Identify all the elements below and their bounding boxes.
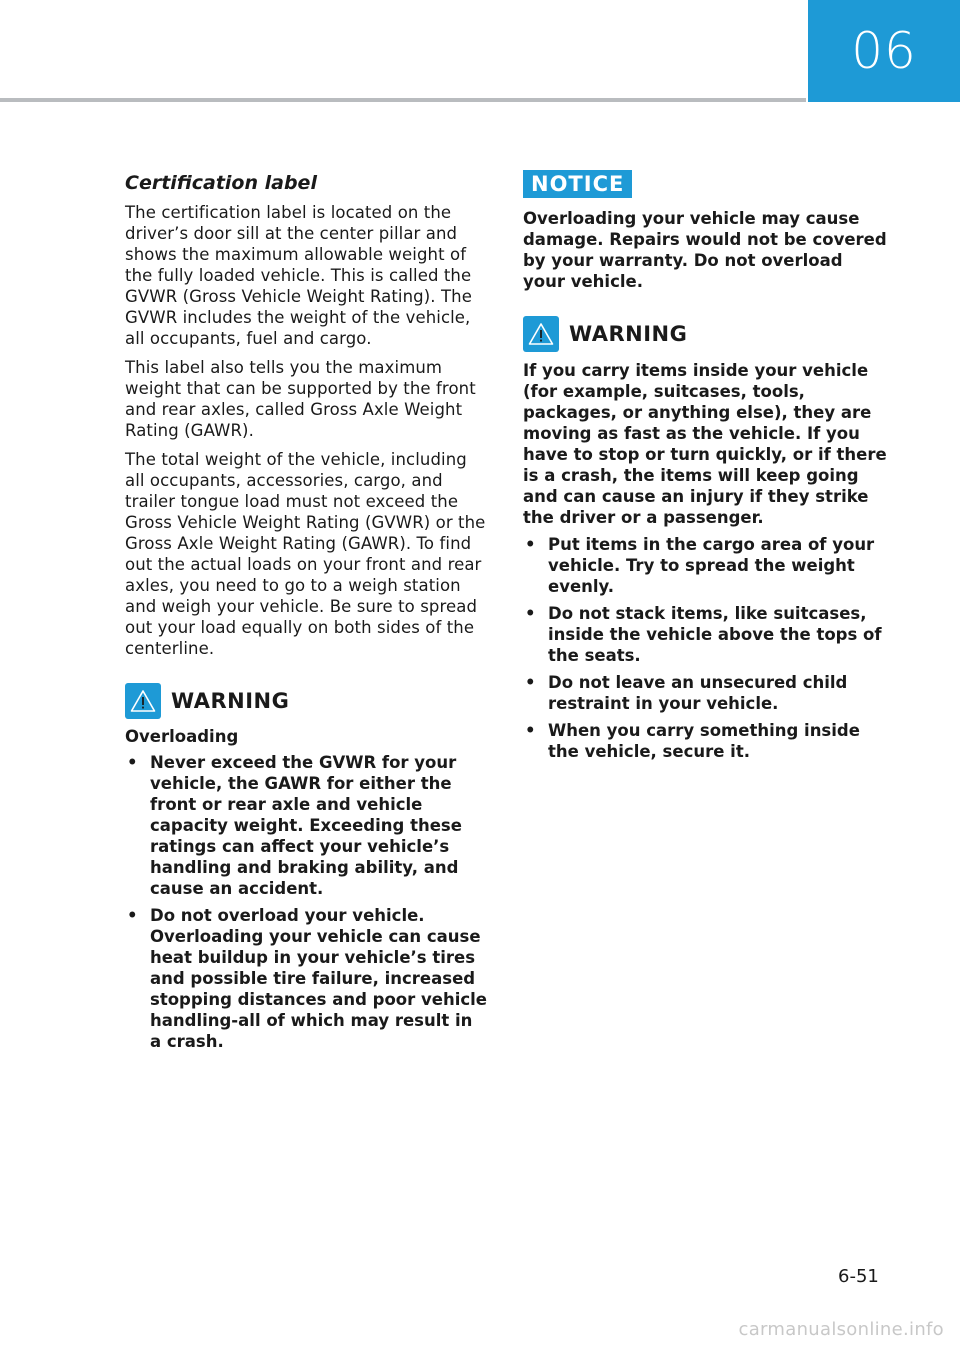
list-item-text: Never exceed the GVWR for your vehicle, the GAWR for either the front or rear axle and vehicle capacity weight. Exceeding these ratings can affect your vehicle’s handling and braking ability, and cause an accident. [150,753,462,898]
bullet-glyph: • [525,535,536,554]
right-column [523,170,887,768]
warning-header [523,316,887,352]
list-item-text: Do not leave an unsecured child restraint in your vehicle. [548,673,848,713]
notice-badge: NOTICE [523,170,632,198]
warning-bullet-list [523,534,887,762]
list-item-text: Put items in the cargo area of your vehicle. Try to spread the weight evenly. [548,535,875,596]
warning-triangle-icon [125,683,161,719]
paragraph: The total weight of the vehicle, including all occupants, accessories, cargo, and trailer tongue load must not exceed the Gross Vehicle Weight Rating (GVWR) or the Gross Axle Weight Rating (GAWR). To find out the actual loads on your front and rear axles, you need to go to a weigh station and weigh your vehicle. Be sure to spread out your load equally on both sides of the centerline. [125,450,486,658]
notice-text: Overloading your vehicle may cause damage. Repairs would not be covered by your warranty. Do not overload your vehicle. [523,209,887,291]
warning-triangle-icon [523,316,559,352]
warning-header [125,683,489,719]
page-number: 6-51 [838,1266,879,1287]
left-column [125,170,489,1058]
bullet-glyph: • [127,753,138,772]
list-item [523,720,887,762]
paragraph: The certification label is located on the driver’s door sill at the center pillar and shows the maximum allowable weight of the fully loaded vehicle. This is called the GVWR (Gross Vehicle Weight Rating). The GVWR includes the weight of the vehicle, all occupants, fuel and cargo. [125,203,472,348]
chapter-tab: 06 [808,0,960,102]
header-rule [0,98,806,102]
list-item-text: When you carry something inside the vehicle, secure it. [548,721,860,761]
footer-watermark: carmanualsonline.info [738,1319,944,1340]
list-item-text: Do not stack items, like suitcases, inside the vehicle above the tops of the seats. [548,604,882,665]
paragraph: This label also tells you the maximum weight that can be supported by the front and rear axles, called Gross Axle Weight Rating (GAWR). [125,358,476,440]
warning-bullet-list [125,752,489,1052]
bullet-glyph: • [525,604,536,623]
list-item [125,905,489,1052]
list-item [125,752,489,899]
warning-subheading: Overloading [125,727,239,746]
bullet-glyph: • [525,673,536,692]
bullet-glyph: • [525,721,536,740]
warning-text: If you carry items inside your vehicle (for example, suitcases, tools, packages, or anything else), they are moving as fast as the vehicle. If you have to stop or turn quickly, or if there is a crash, the items will keep going and can cause an injury if they strike the driver or a passenger. [523,361,887,527]
warning-label: WARNING [569,322,688,346]
bullet-glyph: • [127,906,138,925]
warning-label: WARNING [171,689,290,713]
list-item [523,603,887,666]
list-item [523,534,887,597]
list-item-text: Do not overload your vehicle. Overloading your vehicle can cause heat buildup in your vehicle’s tires and possible tire failure, increased stopping distances and poor vehicle handling-all of which may result in a crash. [150,906,487,1051]
section-heading: Certification label [125,172,317,194]
list-item [523,672,887,714]
